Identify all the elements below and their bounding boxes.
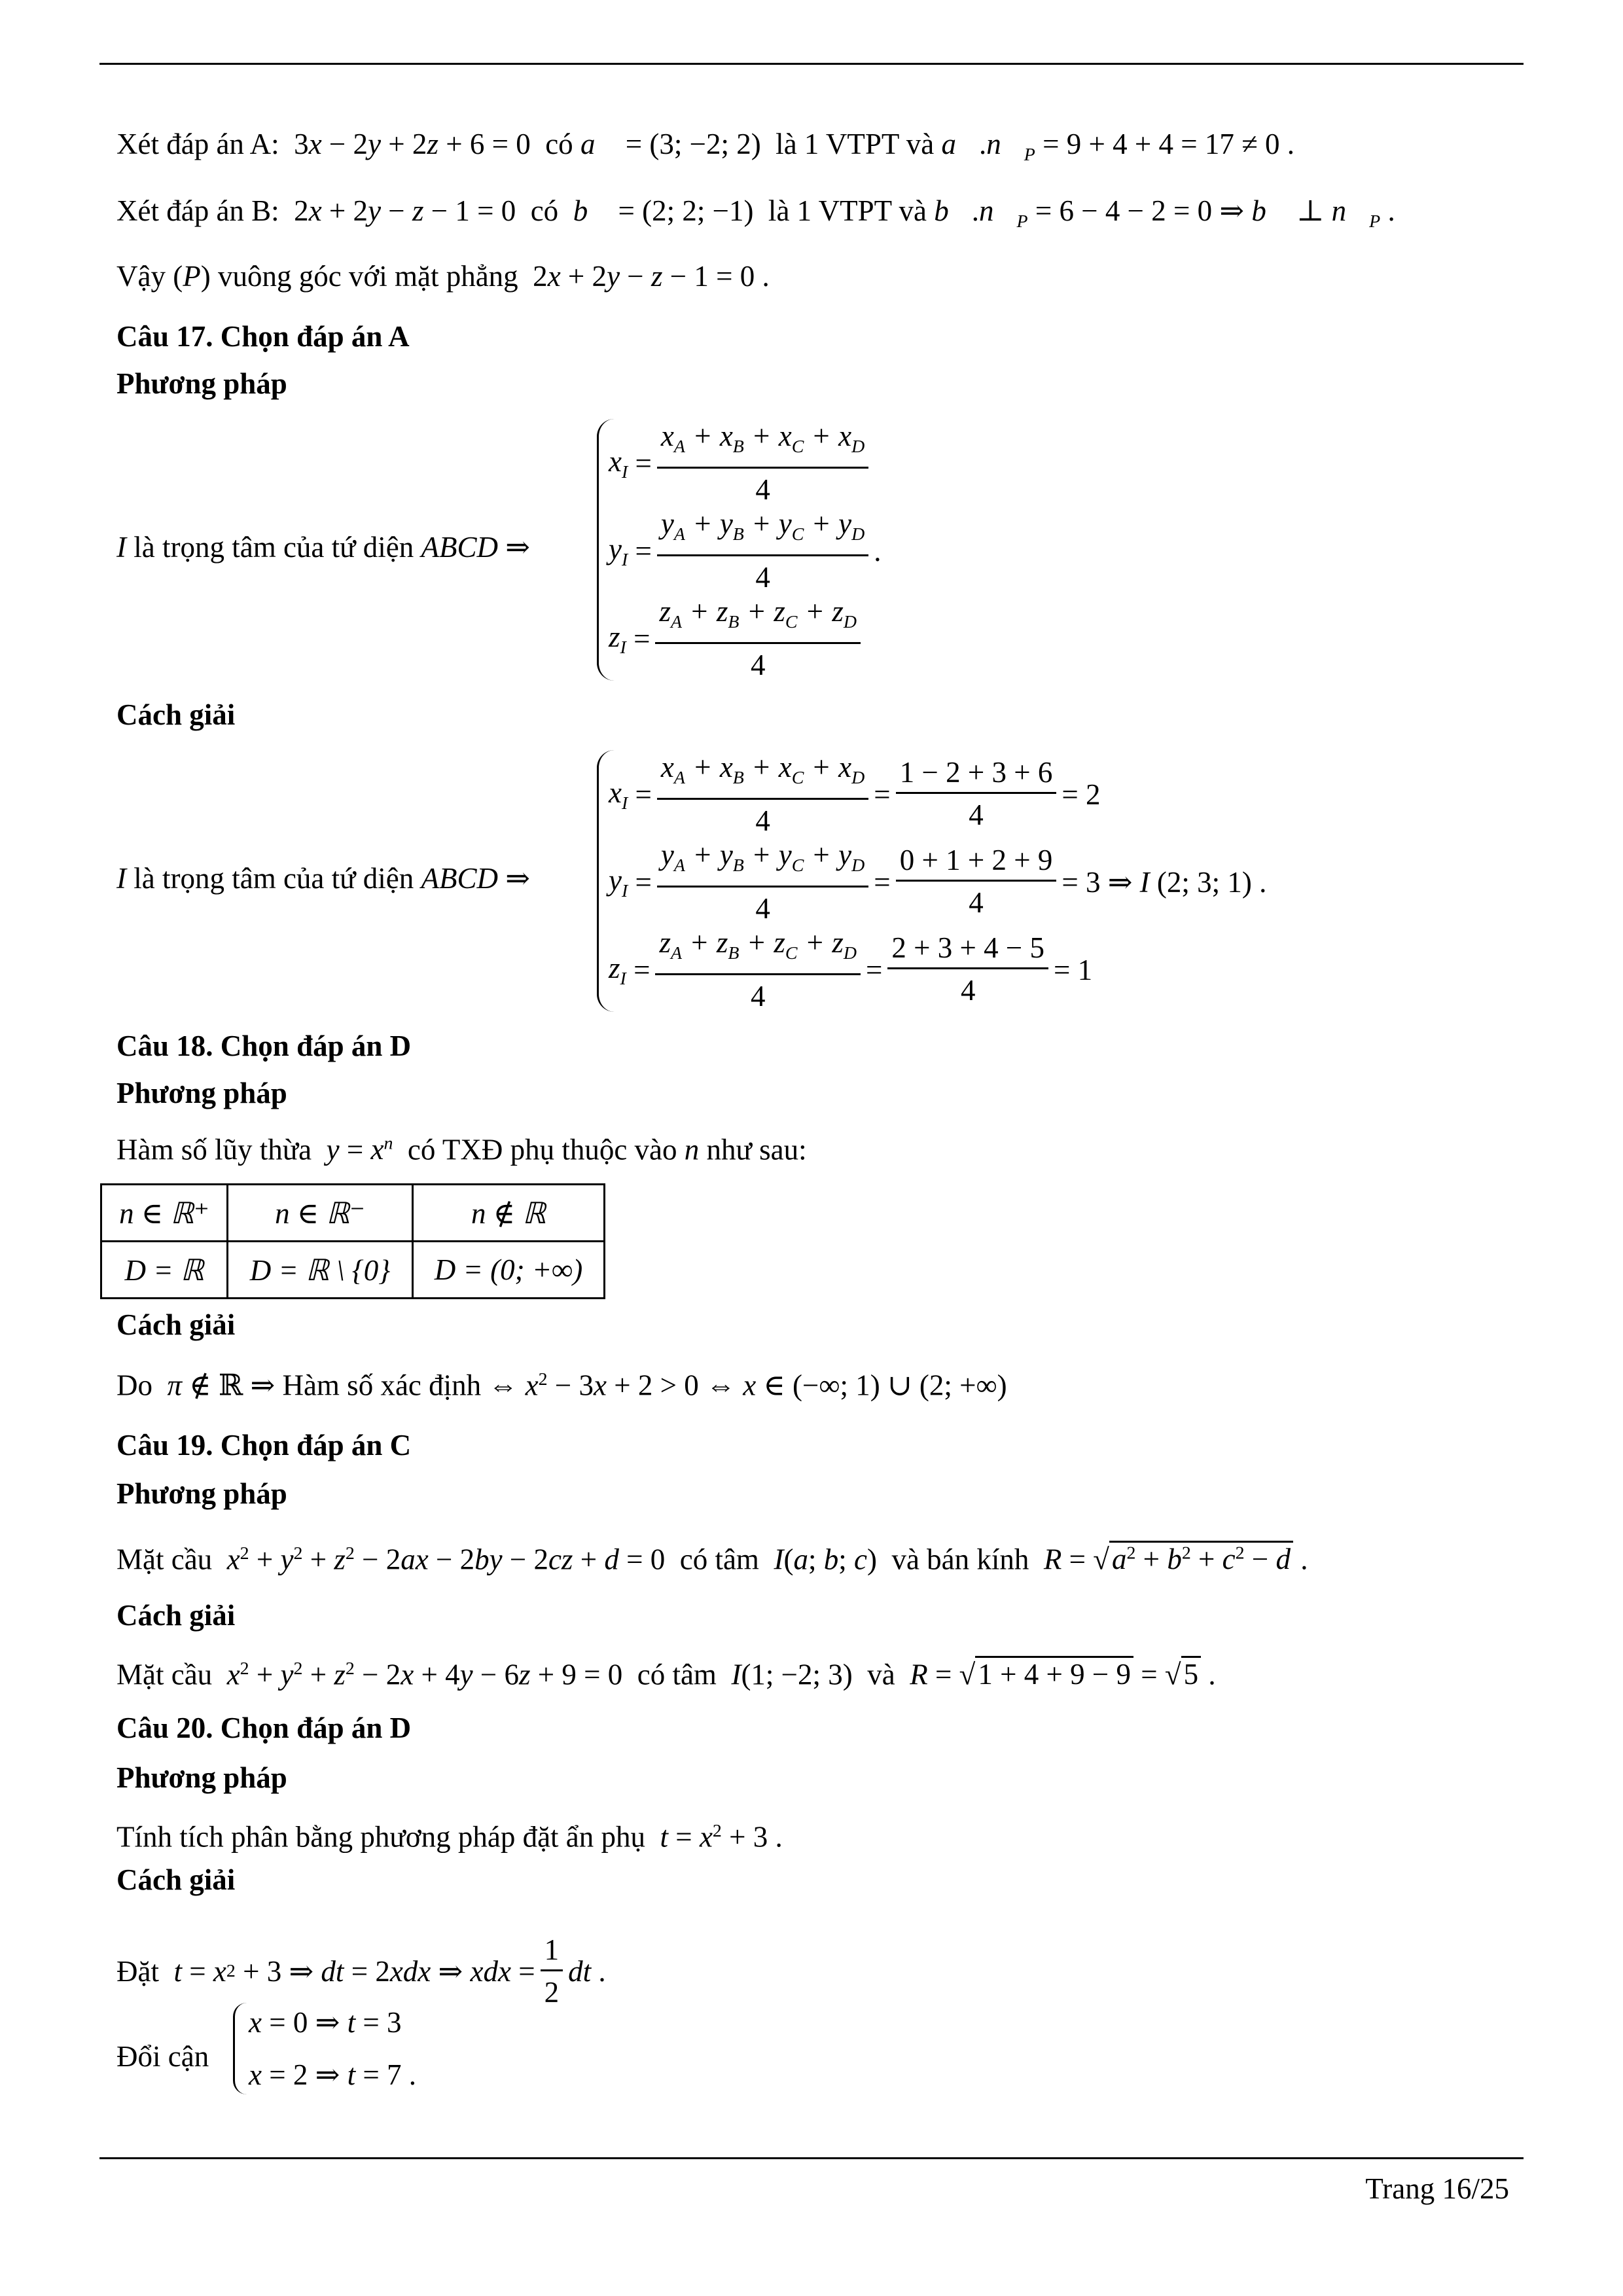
answer-b-check: Xét đáp án B: 2x + 2y − z − 1 = 0 có b⃗ = (2; 2; −1) là 1 VTPT và $b⃗.n⃗_P = 6 - 4 - 2 = 0$ ⇒ b⃗ ⊥ $n⃗_P$ . bbox=[116, 194, 1395, 232]
table-header-cell: n ∈ ℝ⁻ bbox=[228, 1185, 413, 1242]
q17-heading: Câu 17. Chọn đáp án A bbox=[116, 320, 410, 353]
substitution-step: Đặt t = x 2 + 3 ⇒ dt = 2 xdx ⇒ xdx = $\frac{1}{2}$ dt . bbox=[116, 1933, 606, 2009]
table-row bbox=[101, 1185, 605, 1242]
bounds-label: Đổi cận bbox=[116, 2040, 209, 2073]
conclusion-16: Vậy (P) vuông góc với mặt phẳng 2x + 2y − z − 1 = 0 . bbox=[116, 260, 770, 293]
domain-table bbox=[100, 1183, 605, 1299]
substitution-method: Tính tích phân bằng phương pháp đặt ẩn phụ $t = x^2 + 3$ . bbox=[116, 1820, 783, 1854]
table-header-cell: n ∈ ℝ⁺ bbox=[101, 1185, 228, 1242]
centroid-intro: I là trọng tâm của tứ diện ABCD ⇒ bbox=[116, 531, 530, 564]
header-rule bbox=[99, 63, 1524, 65]
method-label-19: Phương pháp bbox=[116, 1477, 287, 1510]
answer-a-check: Xét đáp án A: 3x − 2y + 2z + 6 = 0 có a⃗ = (3; −2; 2) là 1 VTPT và $a⃗.n⃗_P = 9 + 4 + 4 = 17 \ne 0$ . bbox=[116, 128, 1295, 165]
table-cell: D = ℝ bbox=[101, 1242, 228, 1299]
footer-rule bbox=[99, 2157, 1524, 2159]
solution-label-19: Cách giải bbox=[116, 1599, 236, 1632]
method-label: Phương pháp bbox=[116, 367, 287, 400]
q18-solution: Do π ∉ ℝ ⇒ Hàm số xác định ⇔ $x^2 - 3x + 2 > 0$ ⇔ x ∈ (−∞; 1) ∪ (2; +∞) bbox=[116, 1369, 1007, 1402]
centroid-intro-solution: I là trọng tâm của tứ diện ABCD ⇒ bbox=[116, 862, 530, 895]
page-number: Trang 16/25 bbox=[1365, 2172, 1509, 2205]
sphere-specific: Mặt cầu $x^2 + y^2 + z^2 - 2x + 4y - 6z + 9 = 0$ có tâm I(1; −2; 3) và R = √1 + 4 + 9 − 9 = √5 . bbox=[116, 1649, 1216, 1694]
table-header-cell: n ∉ ℝ bbox=[413, 1185, 605, 1242]
table-cell: D = ℝ \ {0} bbox=[228, 1242, 413, 1299]
table-row bbox=[101, 1242, 605, 1299]
solution-label-20: Cách giải bbox=[116, 1863, 236, 1896]
solution-label-17: Cách giải bbox=[116, 698, 236, 731]
solution-label-18: Cách giải bbox=[116, 1308, 236, 1341]
bounds-brace bbox=[233, 2003, 247, 2094]
method-label-18: Phương pháp bbox=[116, 1077, 287, 1109]
bound-1: x = 0 ⇒ t = 3 bbox=[249, 2006, 402, 2039]
q20-heading: Câu 20. Chọn đáp án D bbox=[116, 1712, 412, 1744]
table-cell: D = (0; +∞) bbox=[413, 1242, 605, 1299]
method-label-20: Phương pháp bbox=[116, 1761, 287, 1794]
q19-heading: Câu 19. Chọn đáp án C bbox=[116, 1429, 412, 1462]
sphere-general: Mặt cầu $x^2 + y^2 + z^2 - 2ax - 2by - 2cz + d = 0$ có tâm I(a; b; c) và bán kính $R = √a^2 + b^2 + c^2 - d$ . bbox=[116, 1534, 1308, 1579]
power-intro: Hàm số lũy thừa $y = x^n$ có TXĐ phụ thuộc vào n như sau: bbox=[116, 1133, 807, 1166]
q18-heading: Câu 18. Chọn đáp án D bbox=[116, 1030, 412, 1062]
bound-2: x = 2 ⇒ t = 7 . bbox=[249, 2058, 416, 2091]
